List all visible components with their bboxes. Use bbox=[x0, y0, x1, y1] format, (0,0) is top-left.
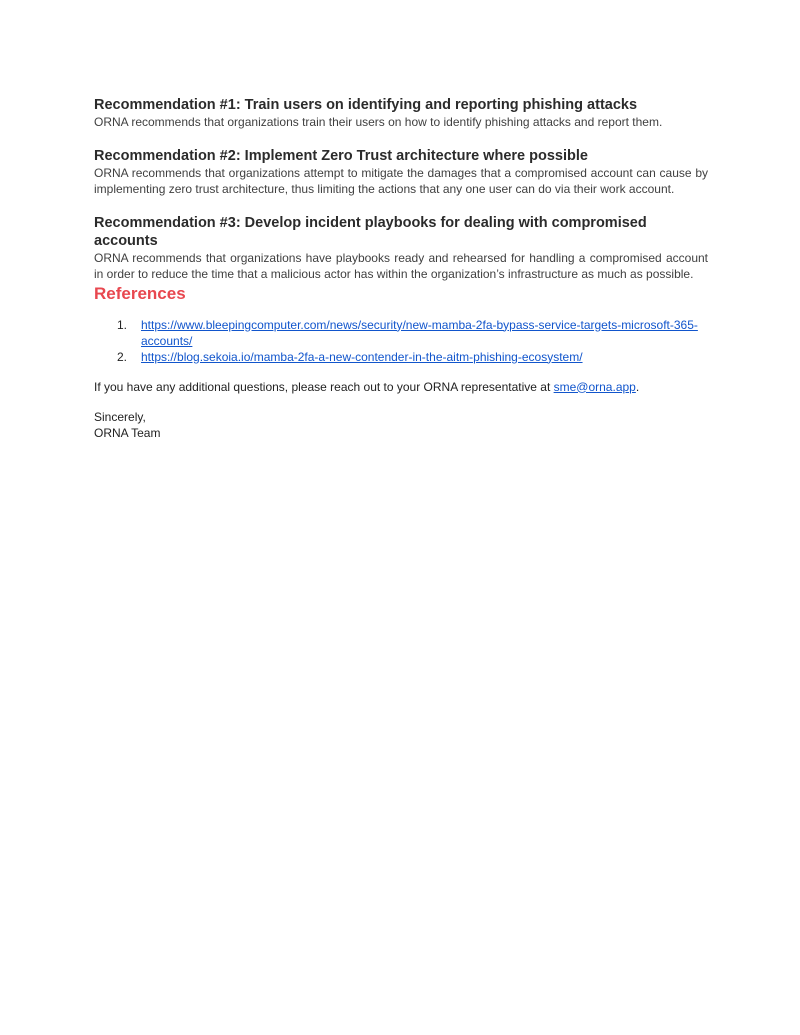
reference-link-1[interactable]: https://www.bleepingcomputer.com/news/security/new-mamba-2fa-bypass-service-targets-microsoft-365-accounts/ bbox=[141, 317, 698, 348]
signoff-salutation: Sincerely, bbox=[94, 409, 146, 424]
closing-paragraph bbox=[94, 379, 708, 395]
signoff bbox=[94, 409, 708, 441]
recommendation-1 bbox=[94, 96, 708, 131]
recommendation-3 bbox=[94, 214, 708, 283]
reference-link-2[interactable]: https://blog.sekoia.io/mamba-2fa-a-new-contender-in-the-aitm-phishing-ecosystem/ bbox=[141, 349, 583, 364]
document-page bbox=[94, 96, 708, 441]
recommendation-3-body: ORNA recommends that organizations have playbooks ready and rehearsed for handling a compromised account in order to reduce the time that a malicious actor has within the organization’s infrastructure as much as possible. bbox=[94, 250, 708, 281]
closing-text: If you have any additional questions, please reach out to your ORNA representative at bbox=[94, 379, 554, 394]
signoff-team: ORNA Team bbox=[94, 425, 161, 440]
recommendation-2 bbox=[94, 147, 708, 198]
recommendation-2-body: ORNA recommends that organizations attempt to mitigate the damages that a compromised account can cause by implementing zero trust architecture, thus limiting the actions that any one user can do via their work account. bbox=[94, 165, 708, 196]
recommendation-1-body: ORNA recommends that organizations train their users on how to identify phishing attacks and report them. bbox=[94, 115, 663, 129]
reference-item bbox=[94, 349, 708, 365]
references-heading: References bbox=[94, 283, 186, 303]
reference-number: 1. bbox=[117, 317, 128, 332]
contact-email-link[interactable]: sme@orna.app bbox=[553, 379, 636, 394]
reference-item bbox=[94, 317, 708, 349]
reference-number: 2. bbox=[117, 349, 128, 364]
recommendation-3-title: Recommendation #3: Develop incident playbooks for dealing with compromised accounts bbox=[94, 214, 647, 249]
recommendation-1-title: Recommendation #1: Train users on identifying and reporting phishing attacks bbox=[94, 97, 638, 113]
recommendation-2-title: Recommendation #2: Implement Zero Trust architecture where possible bbox=[94, 147, 588, 164]
references-list bbox=[94, 317, 708, 365]
closing-suffix: . bbox=[635, 379, 640, 394]
